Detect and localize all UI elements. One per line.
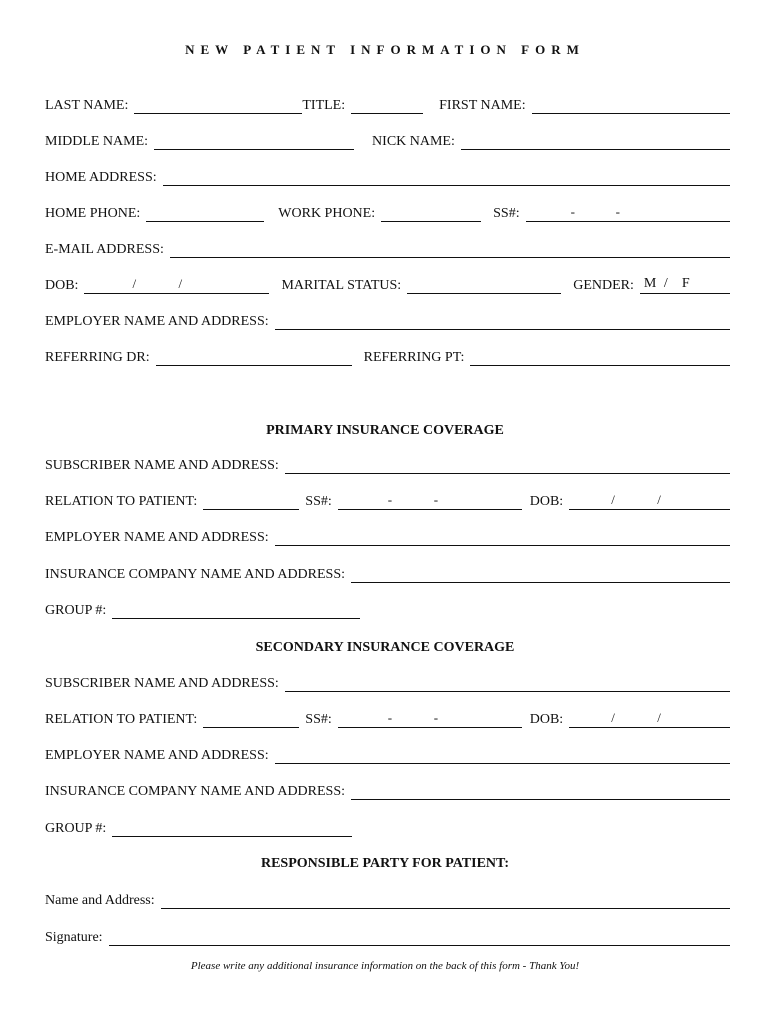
secondary-dob-slash-2: / xyxy=(657,710,661,725)
secondary-relation-field[interactable] xyxy=(203,713,299,728)
secondary-dob-field[interactable] xyxy=(569,710,730,728)
dob-slash-1: / xyxy=(132,276,137,291)
first-name-field[interactable] xyxy=(532,99,730,114)
gender-label: GENDER: xyxy=(573,278,634,293)
secondary-dob-slash-1: / xyxy=(611,710,615,725)
first-name-label: FIRST NAME: xyxy=(439,98,526,113)
middle-name-row xyxy=(45,132,730,150)
email-row xyxy=(45,240,730,258)
secondary-ins-company-field[interactable] xyxy=(351,785,730,800)
primary-insurance-heading: PRIMARY INSURANCE COVERAGE xyxy=(266,423,504,438)
secondary-ss-field[interactable] xyxy=(338,710,522,728)
home-phone-field[interactable] xyxy=(146,207,264,222)
email-label: E-MAIL ADDRESS: xyxy=(45,242,164,257)
gender-field[interactable] xyxy=(640,276,730,294)
primary-ins-company-field[interactable] xyxy=(351,568,730,583)
primary-relation-row xyxy=(45,492,730,510)
marital-status-label: MARITAL STATUS: xyxy=(281,278,402,293)
dob-slash-2: / xyxy=(178,276,183,291)
title-field[interactable] xyxy=(351,99,423,114)
referring-dr-field[interactable] xyxy=(156,351,352,366)
ss-field[interactable] xyxy=(526,204,730,222)
nick-name-field[interactable] xyxy=(461,135,730,150)
secondary-subscriber-label: SUBSCRIBER NAME AND ADDRESS: xyxy=(45,676,279,691)
employer-label: EMPLOYER NAME AND ADDRESS: xyxy=(45,314,269,329)
secondary-ss-dash-2: - xyxy=(433,710,439,725)
home-address-field[interactable] xyxy=(163,171,730,186)
secondary-group-row xyxy=(45,819,730,837)
secondary-group-label: GROUP #: xyxy=(45,821,107,836)
last-name-label: LAST NAME: xyxy=(45,98,129,113)
phone-row xyxy=(45,204,730,222)
dob-field[interactable] xyxy=(84,276,269,294)
footer-note: Please write any additional insurance information on the back of this form - Thank You! xyxy=(190,960,580,972)
primary-ss-field[interactable] xyxy=(338,492,522,510)
gender-m[interactable]: M xyxy=(643,276,657,291)
primary-employer-field[interactable] xyxy=(275,531,730,546)
responsible-party-heading: RESPONSIBLE PARTY FOR PATIENT: xyxy=(260,856,510,871)
primary-subscriber-label: SUBSCRIBER NAME AND ADDRESS: xyxy=(45,458,279,473)
marital-status-field[interactable] xyxy=(407,279,561,294)
secondary-group-field[interactable] xyxy=(112,822,352,837)
secondary-ins-company-label: INSURANCE COMPANY NAME AND ADDRESS: xyxy=(45,784,346,799)
primary-dob-slash-1: / xyxy=(611,492,615,507)
primary-relation-field[interactable] xyxy=(203,495,299,510)
primary-dob-field[interactable] xyxy=(569,492,730,510)
dob-label: DOB: xyxy=(45,278,79,293)
signature-label: Signature: xyxy=(45,930,103,945)
home-address-label: HOME ADDRESS: xyxy=(45,170,157,185)
primary-ss-label: SS#: xyxy=(305,494,332,509)
home-phone-label: HOME PHONE: xyxy=(45,206,141,221)
secondary-insurance-heading: SECONDARY INSURANCE COVERAGE xyxy=(255,640,515,655)
nick-name-label: NICK NAME: xyxy=(372,134,455,149)
primary-dob-slash-2: / xyxy=(657,492,661,507)
primary-group-row xyxy=(45,601,730,619)
primary-group-label: GROUP #: xyxy=(45,603,107,618)
primary-relation-label: RELATION TO PATIENT: xyxy=(45,494,198,509)
referring-row xyxy=(45,348,730,366)
signature-field[interactable] xyxy=(109,931,730,946)
last-name-field[interactable] xyxy=(134,99,302,114)
name-row xyxy=(45,96,730,114)
ss-dash-1: - xyxy=(570,204,575,219)
employer-row xyxy=(45,312,730,330)
ss-dash-2: - xyxy=(615,204,620,219)
secondary-employer-row xyxy=(45,746,730,764)
secondary-relation-row xyxy=(45,710,730,728)
secondary-dob-label: DOB: xyxy=(529,712,564,727)
secondary-ss-label: SS#: xyxy=(305,712,332,727)
secondary-relation-label: RELATION TO PATIENT: xyxy=(45,712,198,727)
work-phone-field[interactable] xyxy=(381,207,481,222)
primary-employer-row xyxy=(45,528,730,546)
referring-pt-label: REFERRING PT: xyxy=(363,350,465,365)
middle-name-label: MIDDLE NAME: xyxy=(45,134,149,149)
secondary-employer-label: EMPLOYER NAME AND ADDRESS: xyxy=(45,748,269,763)
responsible-name-field[interactable] xyxy=(161,894,730,909)
work-phone-label: WORK PHONE: xyxy=(278,206,376,221)
secondary-ss-dash-1: - xyxy=(387,710,393,725)
secondary-subscriber-field[interactable] xyxy=(285,677,730,692)
primary-ss-dash-1: - xyxy=(387,492,393,507)
dob-row xyxy=(45,276,730,294)
gender-f[interactable]: F xyxy=(681,276,690,291)
primary-ins-company-label: INSURANCE COMPANY NAME AND ADDRESS: xyxy=(45,567,346,582)
secondary-employer-field[interactable] xyxy=(275,749,730,764)
referring-dr-label: REFERRING DR: xyxy=(45,350,150,365)
middle-name-field[interactable] xyxy=(154,135,354,150)
primary-employer-label: EMPLOYER NAME AND ADDRESS: xyxy=(45,530,269,545)
employer-field[interactable] xyxy=(275,315,730,330)
signature-row xyxy=(45,928,730,946)
ss-label: SS#: xyxy=(493,206,520,221)
primary-ss-dash-2: - xyxy=(433,492,439,507)
referring-pt-field[interactable] xyxy=(470,351,730,366)
secondary-ins-company-row xyxy=(45,782,730,800)
primary-subscriber-row xyxy=(45,456,730,474)
primary-group-field[interactable] xyxy=(112,604,360,619)
email-field[interactable] xyxy=(170,243,730,258)
home-address-row xyxy=(45,168,730,186)
responsible-name-row xyxy=(45,891,730,909)
gender-slash: / xyxy=(663,276,668,291)
title-label: TITLE: xyxy=(302,98,346,113)
primary-dob-label: DOB: xyxy=(529,494,564,509)
form-title: NEW PATIENT INFORMATION FORM xyxy=(185,42,585,57)
responsible-name-label: Name and Address: xyxy=(45,893,155,908)
secondary-subscriber-row xyxy=(45,674,730,692)
primary-subscriber-field[interactable] xyxy=(285,459,730,474)
primary-ins-company-row xyxy=(45,565,730,583)
